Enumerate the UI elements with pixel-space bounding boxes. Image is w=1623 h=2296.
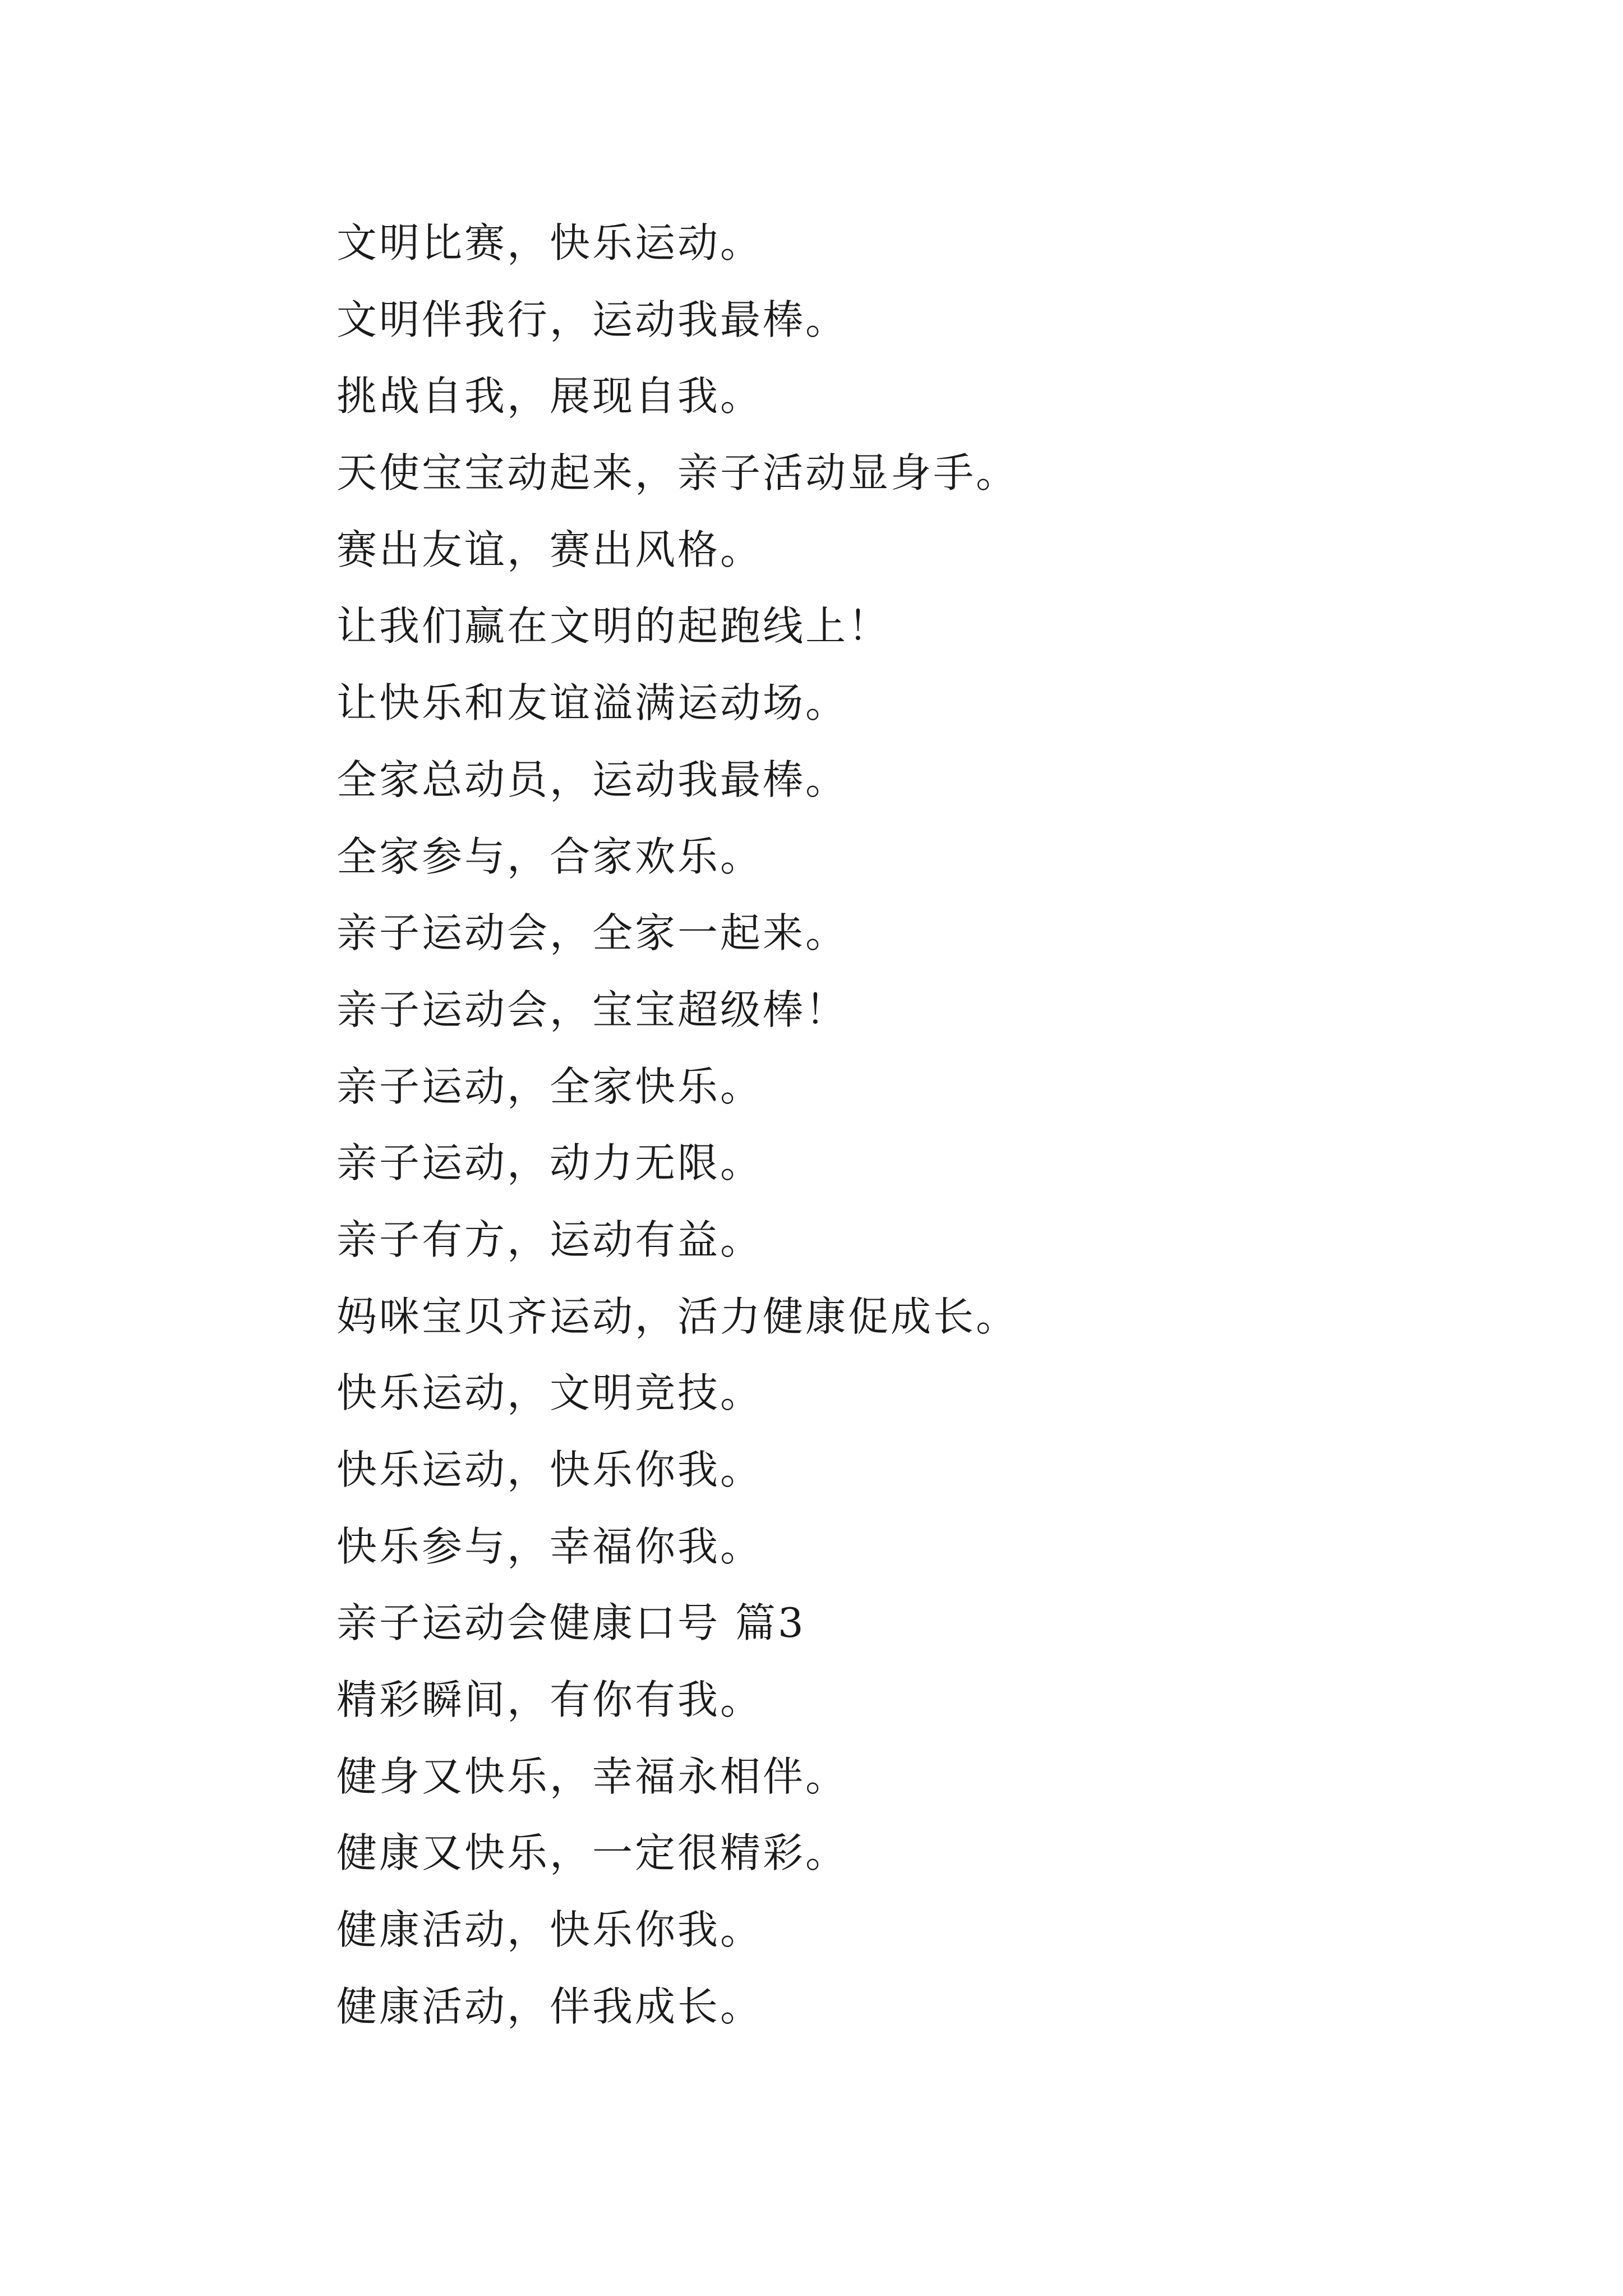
slogan-line: 健康活动，伴我成长。: [336, 1982, 763, 2030]
slogan-line: 亲子运动会，全家一起来。: [336, 909, 849, 957]
slogan-line: 快乐运动，文明竞技。: [336, 1369, 763, 1417]
slogan-line: 快乐参与，幸福你我。: [336, 1522, 763, 1570]
slogan-line: 妈咪宝贝齐运动，活力健康促成长。: [336, 1292, 1019, 1340]
slogan-line: 健身又快乐，幸福永相伴。: [336, 1752, 849, 1800]
section-heading: 亲子运动会健康口号 篇3: [336, 1599, 806, 1647]
slogan-line: 全家总动员，运动我最棒。: [336, 756, 849, 803]
slogan-line: 文明比赛，快乐运动。: [336, 219, 763, 266]
slogan-list: [336, 205, 1458, 2045]
slogan-line: 健康活动，快乐你我。: [336, 1906, 763, 1954]
slogan-line: 赛出友谊，赛出风格。: [336, 526, 763, 573]
slogan-line: 亲子运动，动力无限。: [336, 1139, 763, 1187]
slogan-line: 亲子有方，运动有益。: [336, 1216, 763, 1263]
slogan-line: 让快乐和友谊溢满运动场。: [336, 679, 849, 727]
slogan-line: 全家参与，合家欢乐。: [336, 832, 763, 880]
slogan-line: 健康又快乐，一定很精彩。: [336, 1829, 849, 1877]
slogan-line: 亲子运动会，宝宝超级棒！: [336, 986, 849, 1033]
slogan-line: 快乐运动，快乐你我。: [336, 1446, 763, 1493]
slogan-line: 亲子运动，全家快乐。: [336, 1062, 763, 1110]
slogan-line: 挑战自我，展现自我。: [336, 372, 763, 420]
slogan-line: 让我们赢在文明的起跑线上！: [336, 602, 891, 650]
slogan-line: 文明伴我行，运动我最棒。: [336, 296, 849, 343]
slogan-line: 天使宝宝动起来，亲子活动显身手。: [336, 449, 1019, 497]
slogan-line: 精彩瞬间，有你有我。: [336, 1676, 763, 1724]
